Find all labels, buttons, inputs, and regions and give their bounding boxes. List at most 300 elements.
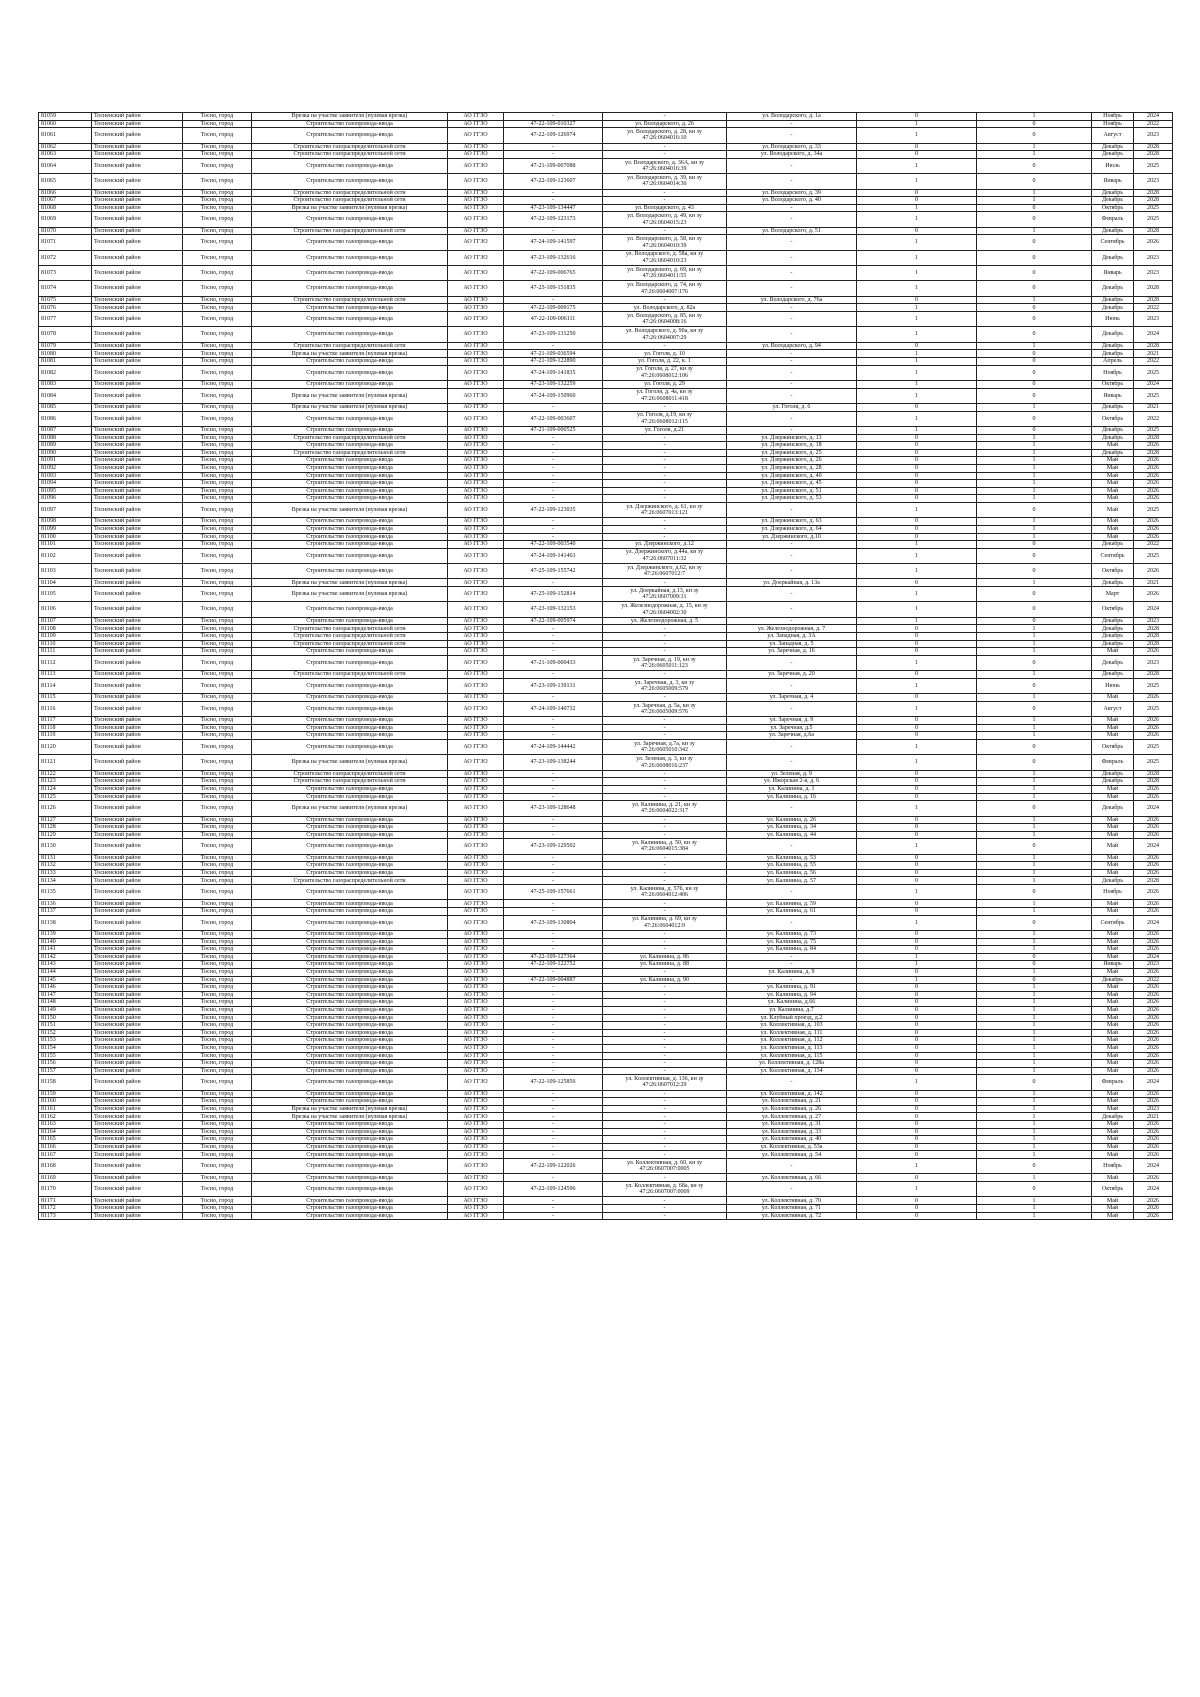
month-cell: Май (1092, 938, 1134, 946)
year-cell: 2028 (1134, 633, 1173, 641)
district-cell: Тосненский район (92, 464, 183, 472)
flag-b-cell: 0 (977, 266, 1092, 281)
applicant-address-cell: - (603, 495, 727, 503)
month-cell: Декабрь (1092, 770, 1134, 778)
locality-cell: Тосно, город (183, 854, 252, 862)
flag-a-cell: 1 (857, 204, 977, 212)
applicant-address-cell: ул. Доеркайная, д.13, кн зу 47:26:0607009:31 (603, 587, 727, 602)
work-type-cell: Строительство газораспределительной сети (252, 342, 448, 350)
organization-cell: АО ГГЗО (448, 755, 504, 770)
flag-a-cell: 0 (857, 816, 977, 824)
table-row (39, 625, 1173, 633)
month-cell: Май (1092, 694, 1134, 702)
organization-cell: АО ГГЗО (448, 533, 504, 541)
organization-cell: АО ГГЗО (448, 1060, 504, 1068)
month-cell: Декабрь (1092, 404, 1134, 412)
contract-number-cell: 47-22-109-127364 (504, 953, 603, 961)
flag-b-cell: 1 (977, 1113, 1092, 1121)
network-address-cell: ул. Володарского, д. 1а (727, 113, 857, 121)
locality-cell: Тосно, город (183, 648, 252, 656)
contract-number-cell: - (504, 793, 603, 801)
flag-a-cell: 1 (857, 426, 977, 434)
year-cell: 2026 (1134, 724, 1173, 732)
district-cell: Тосненский район (92, 1174, 183, 1182)
flag-b-cell: 1 (977, 717, 1092, 725)
organization-cell: АО ГГЗО (448, 1037, 504, 1045)
row-number: 81109 (39, 633, 92, 641)
flag-a-cell: 1 (857, 541, 977, 549)
flag-a-cell: 0 (857, 869, 977, 877)
year-cell: 2026 (1134, 1014, 1173, 1022)
month-cell: Май (1092, 518, 1134, 526)
contract-number-cell: - (504, 938, 603, 946)
month-cell: Май (1092, 854, 1134, 862)
work-type-cell: Строительство газопровода-ввода (252, 1075, 448, 1090)
table-row (39, 732, 1173, 740)
row-number: 81124 (39, 785, 92, 793)
locality-cell: Тосно, город (183, 717, 252, 725)
contract-number-cell: - (504, 1037, 603, 1045)
table-row (39, 755, 1173, 770)
district-cell: Тосненский район (92, 724, 183, 732)
district-cell: Тосненский район (92, 1136, 183, 1144)
row-number: 81092 (39, 464, 92, 472)
locality-cell: Тосно, город (183, 304, 252, 312)
row-number: 81087 (39, 426, 92, 434)
contract-number-cell: 47-23-109-132616 (504, 250, 603, 265)
work-type-cell: Строительство газопровода-ввода (252, 724, 448, 732)
month-cell: Декабрь (1092, 625, 1134, 633)
flag-a-cell: 1 (857, 739, 977, 754)
year-cell: 2028 (1134, 143, 1173, 151)
district-cell: Тосненский район (92, 984, 183, 992)
applicant-address-cell: - (603, 648, 727, 656)
flag-b-cell: 1 (977, 449, 1092, 457)
contract-number-cell: - (504, 877, 603, 885)
year-cell: 2026 (1134, 816, 1173, 824)
flag-b-cell: 0 (977, 388, 1092, 403)
table-row (39, 1151, 1173, 1159)
district-cell: Тосненский район (92, 1022, 183, 1030)
flag-a-cell: 1 (857, 350, 977, 358)
network-address-cell: - (727, 801, 857, 816)
month-cell: Январь (1092, 266, 1134, 281)
locality-cell: Тосно, город (183, 1212, 252, 1220)
flag-b-cell: 0 (977, 1182, 1092, 1197)
flag-a-cell: 0 (857, 143, 977, 151)
row-number: 81088 (39, 434, 92, 442)
flag-b-cell: 1 (977, 525, 1092, 533)
contract-number-cell: - (504, 1197, 603, 1205)
row-number: 81080 (39, 350, 92, 358)
row-number: 81103 (39, 564, 92, 579)
year-cell: 2026 (1134, 793, 1173, 801)
flag-a-cell: 0 (857, 1014, 977, 1022)
flag-a-cell: 1 (857, 365, 977, 380)
row-number: 81107 (39, 617, 92, 625)
organization-cell: АО ГГЗО (448, 296, 504, 304)
district-cell: Тосненский район (92, 434, 183, 442)
work-type-cell: Строительство газопровода-ввода (252, 312, 448, 327)
locality-cell: Тосно, город (183, 151, 252, 159)
applicant-address-cell: ул. Дзержинского, д. 61, кн зу 47:26:0607013:121 (603, 502, 727, 517)
network-address-cell: - (727, 587, 857, 602)
year-cell: 2024 (1134, 953, 1173, 961)
applicant-address-cell: - (603, 143, 727, 151)
table-row (39, 1090, 1173, 1098)
applicant-address-cell: ул. Калинина, д. 88 (603, 961, 727, 969)
work-type-cell: Врезка на участке заявителя (нулевая врезка) (252, 755, 448, 770)
year-cell: 2026 (1134, 1067, 1173, 1075)
flag-b-cell: 1 (977, 968, 1092, 976)
flag-b-cell: 0 (977, 915, 1092, 930)
locality-cell: Тосно, город (183, 113, 252, 121)
flag-a-cell: 0 (857, 1151, 977, 1159)
flag-b-cell: 1 (977, 1121, 1092, 1129)
district-cell: Тосненский район (92, 548, 183, 563)
year-cell: 2024 (1134, 113, 1173, 121)
organization-cell: АО ГГЗО (448, 1052, 504, 1060)
month-cell: Декабрь (1092, 801, 1134, 816)
month-cell: Ноябрь (1092, 113, 1134, 121)
row-number: 81115 (39, 694, 92, 702)
row-number: 81072 (39, 250, 92, 265)
flag-a-cell: 1 (857, 655, 977, 670)
year-cell: 2026 (1134, 824, 1173, 832)
organization-cell: АО ГГЗО (448, 701, 504, 716)
locality-cell: Тосно, город (183, 1075, 252, 1090)
applicant-address-cell: - (603, 1067, 727, 1075)
applicant-address-cell: ул. Гоголя, д. 22, к. 1 (603, 358, 727, 366)
network-address-cell: ул. Дзержинского, д. 26 (727, 457, 857, 465)
locality-cell: Тосно, город (183, 1136, 252, 1144)
contract-number-cell: - (504, 770, 603, 778)
flag-a-cell: 0 (857, 457, 977, 465)
row-number: 81068 (39, 204, 92, 212)
organization-cell: АО ГГЗО (448, 1075, 504, 1090)
network-address-cell: ул. Калинина, д. 57 (727, 877, 857, 885)
row-number: 81083 (39, 381, 92, 389)
contract-number-cell: - (504, 151, 603, 159)
year-cell: 2023 (1134, 266, 1173, 281)
year-cell: 2023 (1134, 655, 1173, 670)
flag-a-cell: 1 (857, 411, 977, 426)
flag-a-cell: 1 (857, 120, 977, 128)
applicant-address-cell: - (603, 984, 727, 992)
month-cell: Октябрь (1092, 204, 1134, 212)
table-row (39, 1022, 1173, 1030)
organization-cell: АО ГГЗО (448, 1197, 504, 1205)
work-type-cell: Строительство газопровода-ввода (252, 953, 448, 961)
table-row (39, 1098, 1173, 1106)
flag-b-cell: 1 (977, 625, 1092, 633)
organization-cell: АО ГГЗО (448, 655, 504, 670)
network-address-cell: ул. Коллективная, д. 113 (727, 1044, 857, 1052)
year-cell: 2026 (1134, 984, 1173, 992)
network-address-cell: - (727, 961, 857, 969)
row-number: 81090 (39, 449, 92, 457)
organization-cell: АО ГГЗО (448, 442, 504, 450)
year-cell: 2025 (1134, 502, 1173, 517)
month-cell: Декабрь (1092, 189, 1134, 197)
network-address-cell: - (727, 1075, 857, 1090)
month-cell: Май (1092, 984, 1134, 992)
locality-cell: Тосно, город (183, 938, 252, 946)
locality-cell: Тосно, город (183, 1090, 252, 1098)
row-number: 81156 (39, 1060, 92, 1068)
month-cell: Май (1092, 442, 1134, 450)
month-cell: Декабрь (1092, 304, 1134, 312)
work-type-cell: Строительство газопровода-ввода (252, 487, 448, 495)
locality-cell: Тосно, город (183, 801, 252, 816)
network-address-cell: - (727, 739, 857, 754)
work-type-cell: Строительство газопровода-ввода (252, 518, 448, 526)
table-row (39, 694, 1173, 702)
contract-number-cell: 47-21-109-000525 (504, 426, 603, 434)
locality-cell: Тосно, город (183, 212, 252, 227)
locality-cell: Тосно, город (183, 877, 252, 885)
contract-number-cell: - (504, 197, 603, 205)
locality-cell: Тосно, город (183, 189, 252, 197)
row-number: 81094 (39, 480, 92, 488)
work-type-cell: Строительство газопровода-ввода (252, 655, 448, 670)
table-row (39, 1174, 1173, 1182)
organization-cell: АО ГГЗО (448, 381, 504, 389)
network-address-cell: ул. Калинина, д. 1 (727, 785, 857, 793)
flag-b-cell: 0 (977, 976, 1092, 984)
flag-b-cell: 0 (977, 1075, 1092, 1090)
flag-a-cell: 0 (857, 999, 977, 1007)
flag-b-cell: 1 (977, 533, 1092, 541)
flag-b-cell: 1 (977, 984, 1092, 992)
district-cell: Тосненский район (92, 717, 183, 725)
flag-a-cell: 0 (857, 434, 977, 442)
network-address-cell: ул. Калинина, д. 94 (727, 991, 857, 999)
applicant-address-cell: - (603, 793, 727, 801)
district-cell: Тосненский район (92, 946, 183, 954)
applicant-address-cell: - (603, 1174, 727, 1182)
row-number: 81112 (39, 655, 92, 670)
work-type-cell: Строительство газопровода-ввода (252, 931, 448, 939)
month-cell: Декабрь (1092, 197, 1134, 205)
table-row (39, 1121, 1173, 1129)
work-type-cell: Строительство газопровода-ввода (252, 250, 448, 265)
flag-a-cell: 0 (857, 449, 977, 457)
locality-cell: Тосно, город (183, 281, 252, 296)
month-cell: Декабрь (1092, 1113, 1134, 1121)
row-number: 81114 (39, 678, 92, 693)
year-cell: 2023 (1134, 250, 1173, 265)
table-row (39, 839, 1173, 854)
applicant-address-cell: - (603, 999, 727, 1007)
network-address-cell: - (727, 953, 857, 961)
district-cell: Тосненский район (92, 197, 183, 205)
district-cell: Тосненский район (92, 342, 183, 350)
flag-b-cell: 1 (977, 197, 1092, 205)
row-number: 81105 (39, 587, 92, 602)
flag-b-cell: 0 (977, 564, 1092, 579)
applicant-address-cell: - (603, 938, 727, 946)
month-cell: Декабрь (1092, 640, 1134, 648)
organization-cell: АО ГГЗО (448, 1044, 504, 1052)
locality-cell: Тосно, город (183, 839, 252, 854)
locality-cell: Тосно, город (183, 724, 252, 732)
network-address-cell: - (727, 327, 857, 342)
year-cell: 2026 (1134, 1121, 1173, 1129)
year-cell: 2025 (1134, 678, 1173, 693)
year-cell: 2028 (1134, 778, 1173, 786)
month-cell: Май (1092, 487, 1134, 495)
flag-a-cell: 0 (857, 296, 977, 304)
locality-cell: Тосно, город (183, 541, 252, 549)
contract-number-cell: - (504, 778, 603, 786)
work-type-cell: Строительство газопровода-ввода (252, 1044, 448, 1052)
applicant-address-cell: - (603, 1044, 727, 1052)
work-type-cell: Строительство газопровода-ввода (252, 541, 448, 549)
year-cell: 2026 (1134, 831, 1173, 839)
table-row (39, 648, 1173, 656)
year-cell: 2023 (1134, 1105, 1173, 1113)
table-row (39, 358, 1173, 366)
work-type-cell: Строительство газопровода-ввода (252, 1060, 448, 1068)
contract-number-cell: 47-22-109-006765 (504, 266, 603, 281)
month-cell: Декабрь (1092, 342, 1134, 350)
year-cell: 2028 (1134, 151, 1173, 159)
year-cell: 2026 (1134, 908, 1173, 916)
contract-number-cell: 47-25-109-157661 (504, 885, 603, 900)
flag-b-cell: 0 (977, 304, 1092, 312)
district-cell: Тосненский район (92, 235, 183, 250)
contract-number-cell: 47-23-109-138244 (504, 755, 603, 770)
network-address-cell: - (727, 250, 857, 265)
organization-cell: АО ГГЗО (448, 953, 504, 961)
organization-cell: АО ГГЗО (448, 869, 504, 877)
year-cell: 2023 (1134, 961, 1173, 969)
district-cell: Тосненский район (92, 533, 183, 541)
work-type-cell: Строительство газопровода-ввода (252, 1197, 448, 1205)
organization-cell: АО ГГЗО (448, 502, 504, 517)
locality-cell: Тосно, город (183, 518, 252, 526)
row-number: 81150 (39, 1014, 92, 1022)
flag-a-cell: 0 (857, 1212, 977, 1220)
row-number: 81167 (39, 1151, 92, 1159)
organization-cell: АО ГГЗО (448, 525, 504, 533)
row-number: 81095 (39, 487, 92, 495)
flag-b-cell: 0 (977, 839, 1092, 854)
district-cell: Тосненский район (92, 1037, 183, 1045)
flag-a-cell: 0 (857, 1029, 977, 1037)
flag-b-cell: 1 (977, 785, 1092, 793)
work-type-cell: Врезка на участке заявителя (нулевая врезка) (252, 587, 448, 602)
district-cell: Тосненский район (92, 1159, 183, 1174)
work-type-cell: Строительство газопровода-ввода (252, 991, 448, 999)
table-row (39, 404, 1173, 412)
network-address-cell: ул. Калинина, д.66 (727, 999, 857, 1007)
network-address-cell: ул. Коллективная, д. 115 (727, 1052, 857, 1060)
locality-cell: Тосно, город (183, 533, 252, 541)
district-cell: Тосненский район (92, 885, 183, 900)
applicant-address-cell: ул. Дзержинского, д.44а, кн зу 47:26:0607011:32 (603, 548, 727, 563)
locality-cell: Тосно, город (183, 625, 252, 633)
month-cell: Май (1092, 1052, 1134, 1060)
row-number: 81152 (39, 1029, 92, 1037)
organization-cell: АО ГГЗО (448, 212, 504, 227)
flag-a-cell: 0 (857, 404, 977, 412)
applicant-address-cell: - (603, 518, 727, 526)
row-number: 81172 (39, 1205, 92, 1213)
month-cell: Декабрь (1092, 617, 1134, 625)
flag-a-cell: 1 (857, 915, 977, 930)
row-number: 81145 (39, 976, 92, 984)
month-cell: Май (1092, 533, 1134, 541)
contract-number-cell: - (504, 1121, 603, 1129)
locality-cell: Тосно, город (183, 342, 252, 350)
organization-cell: АО ГГЗО (448, 717, 504, 725)
work-type-cell: Строительство газопровода-ввода (252, 793, 448, 801)
network-address-cell: ул. Володарского, д. 39 (727, 189, 857, 197)
month-cell: Декабрь (1092, 778, 1134, 786)
organization-cell: АО ГГЗО (448, 1105, 504, 1113)
year-cell: 2026 (1134, 1151, 1173, 1159)
year-cell: 2028 (1134, 281, 1173, 296)
work-type-cell: Строительство газопровода-ввода (252, 862, 448, 870)
network-address-cell: ул. Володарского, д. 76а (727, 296, 857, 304)
table-row (39, 770, 1173, 778)
month-cell: Май (1092, 1174, 1134, 1182)
contract-number-cell: 47-22-109-003540 (504, 541, 603, 549)
month-cell: Май (1092, 1014, 1134, 1022)
contract-number-cell: 47-22-109-006111 (504, 312, 603, 327)
organization-cell: АО ГГЗО (448, 404, 504, 412)
month-cell: Май (1092, 793, 1134, 801)
district-cell: Тосненский район (92, 304, 183, 312)
network-address-cell: ул. Володарского, д. 94 (727, 342, 857, 350)
network-address-cell: - (727, 365, 857, 380)
year-cell: 2028 (1134, 625, 1173, 633)
row-number: 81144 (39, 968, 92, 976)
applicant-address-cell: ул. Заречная, д. 19, кн зу 47:26:0605011:123 (603, 655, 727, 670)
work-type-cell: Строительство газопровода-ввода (252, 1037, 448, 1045)
flag-b-cell: 0 (977, 541, 1092, 549)
work-type-cell: Строительство газопровода-ввода (252, 900, 448, 908)
row-number: 81127 (39, 816, 92, 824)
network-address-cell: ул. Калинина, д.7 (727, 1006, 857, 1014)
network-address-cell: ул. Дзержинского, д. 13 (727, 434, 857, 442)
applicant-address-cell: ул. Коллективная, д. 136, кн зу 47:26:0607012:29 (603, 1075, 727, 1090)
work-type-cell: Строительство газопровода-ввода (252, 739, 448, 754)
applicant-address-cell: - (603, 189, 727, 197)
organization-cell: АО ГГЗО (448, 961, 504, 969)
table-row (39, 1205, 1173, 1213)
locality-cell: Тосно, город (183, 128, 252, 143)
organization-cell: АО ГГЗО (448, 785, 504, 793)
flag-b-cell: 1 (977, 113, 1092, 121)
applicant-address-cell: - (603, 442, 727, 450)
table-row (39, 197, 1173, 205)
year-cell: 2026 (1134, 472, 1173, 480)
flag-a-cell: 1 (857, 617, 977, 625)
flag-a-cell: 1 (857, 250, 977, 265)
flag-a-cell: 0 (857, 1113, 977, 1121)
organization-cell: АО ГГЗО (448, 931, 504, 939)
month-cell: Октябрь (1092, 564, 1134, 579)
flag-b-cell: 1 (977, 143, 1092, 151)
month-cell: Май (1092, 1121, 1134, 1129)
flag-b-cell: 1 (977, 189, 1092, 197)
locality-cell: Тосно, город (183, 1052, 252, 1060)
row-number: 81164 (39, 1128, 92, 1136)
organization-cell: АО ГГЗО (448, 113, 504, 121)
